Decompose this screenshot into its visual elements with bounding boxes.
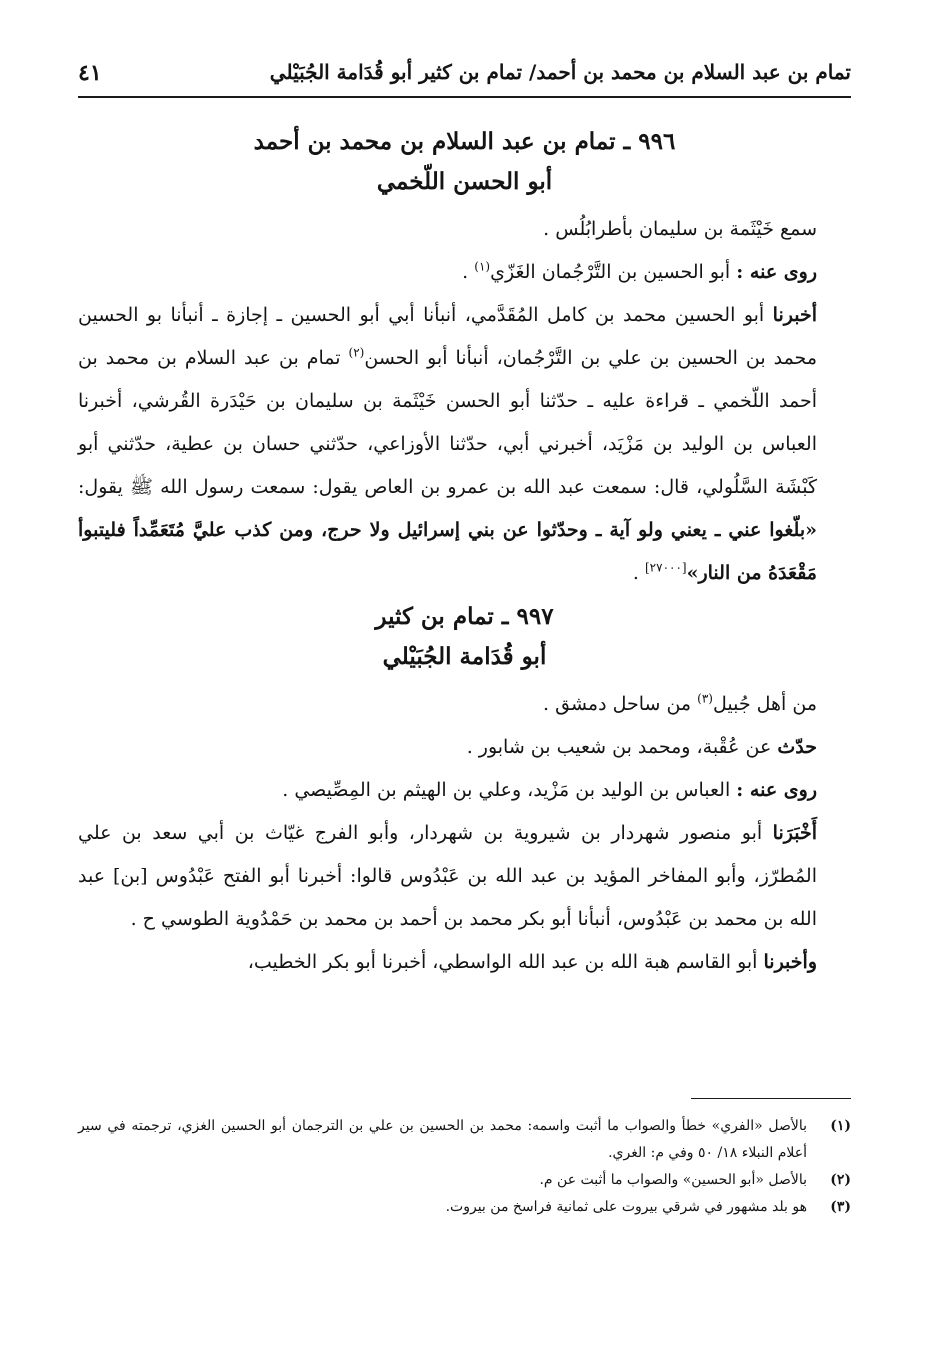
akhbarana-label: أَخْبَرَنا: [772, 822, 817, 844]
footnote-3: [78, 1194, 851, 1221]
footnote-number: (١): [830, 1118, 851, 1134]
footnote-number: (٢): [830, 1172, 851, 1188]
rawa-text: العباس بن الوليد بن مَزْيد، وعلي بن الهيثم بن المِصِّيصي .: [282, 779, 737, 801]
main-text: [78, 122, 851, 984]
entry-isnad-paragraph-2: [78, 941, 851, 984]
footnote-divider: [691, 1098, 851, 1099]
footnote-2: [78, 1167, 851, 1194]
entry-origin-line: [78, 683, 851, 726]
rawa-text: أبو الحسين بن التَّرْجُمان الغَزّي: [490, 261, 731, 283]
entry-997: [78, 597, 851, 984]
isnad-text-2: تمام بن عبد السلام بن محمد بن أحمد اللّخمي ـ قراءة عليه ـ حدّثنا أبو الحسن خَيْثَمة بن سليمان بن حَيْدَرة القُرشي، أخبرنا العباس بن الوليد بن مَزْيَد، أخبرني أبي، حدّثنا الأوزاعي، حدّثني حسان بن عطية، حدّثني أبو كَبْشَة السَّلُولي، قال: سمعت عبد الله بن عمرو بن العاص يقول: سمعت رسول الله ﷺ يقول:: [78, 347, 817, 498]
entry-heading: ٩٩٦ ـ تمام بن عبد السلام بن محمد بن أحمد: [253, 128, 676, 155]
rawa-label: روى عنه :: [736, 779, 817, 801]
rawa-label: روى عنه :: [736, 261, 817, 283]
wa-akhbarana-label: وأخبرنا: [763, 951, 817, 973]
running-header: [78, 56, 851, 98]
haddath-label: حدّث: [777, 736, 817, 758]
running-title: تمام بن عبد السلام بن محمد بن أحمد/ تمام بن كثير أبو قُدَامة الجُبَيْلي: [269, 60, 851, 84]
entry-rawa-line: [78, 251, 851, 294]
footnote-1: [78, 1113, 851, 1167]
akhbarana-label: أخبرنا: [772, 304, 817, 326]
entry-kunya: أبو الحسن اللّخمي: [376, 168, 553, 195]
footnote-text: هو بلد مشهور في شرقي بيروت على ثمانية فراسخ من بيروت.: [445, 1199, 807, 1215]
isnad-text-2: أبو القاسم هبة الله بن عبد الله الواسطي، أخبرنا أبو بكر الخطيب،: [247, 951, 764, 973]
footnote-number: (٣): [830, 1199, 851, 1215]
hadith-reference: [٢٧٠٠٠]: [644, 560, 687, 575]
footnote-text: بالأصل «أبو الحسين» والصواب ما أثبت عن م.: [539, 1172, 807, 1188]
footnote-ref-2: (٢): [348, 345, 365, 360]
page-number: ٤١: [78, 60, 102, 86]
entry-rawa-line: [78, 769, 851, 812]
entry-haddath-line: [78, 726, 851, 769]
footnote-text: بالأصل «الفري» خطأ والصواب ما أثبت واسمه: محمد بن الحسين بن علي بن الترجمان أبو الحسين الغزي، ترجمته في سير أعلام النبلاء ١٨/ ٥٠ وفي م: الغري.: [78, 1118, 807, 1161]
footnote-ref-1: (١): [474, 259, 491, 274]
isnad-end: .: [632, 562, 645, 584]
footnote-ref-3: (٣): [697, 691, 713, 706]
footnotes-section: [78, 1098, 851, 1221]
entry-heading: ٩٩٧ ـ تمام بن كثير: [375, 603, 554, 630]
haddath-text: عن عُقْبة، ومحمد بن شعيب بن شابور .: [466, 736, 778, 758]
origin-text-2: من ساحل دمشق .: [543, 693, 698, 715]
origin-text-1: من أهل جُبيل: [712, 693, 817, 715]
entry-isnad-paragraph: [78, 294, 851, 595]
rawa-end: .: [462, 261, 475, 283]
entry-kunya: أبو قُدَامة الجُبَيْلي: [382, 643, 547, 670]
hadith-text: «بلّغوا عني ـ يعني ولو آية ـ وحدّثوا عن بني إسرائيل ولا حرج، ومن كذب عليَّ مُتَعَمِّداً فليتبوأ مَقْعَدَهُ من النار»: [78, 519, 817, 584]
entry-996: [78, 122, 851, 595]
isnad-text-1: أبو الحسين محمد بن كامل المُقَدَّمي، أنبأنا أبي أبو الحسين ـ إجازة ـ أنبأنا بو الحسين محمد بن الحسين بن علي بن التَّرْجُمان، أنبأنا أبو الحسن: [78, 304, 817, 369]
entry-sami-line: سمع خَيْثَمة بن سليمان بأطرابُلُس .: [543, 218, 817, 240]
isnad-text: أبو منصور شهردار بن شيروية بن شهردار، وأبو الفرج غيّاث بن أبي سعد بن علي المُطرّز، وأبو المفاخر المؤيد بن عبد الله بن عَبْدُوس قالوا: أخبرنا أبو الفتح عَبْدُوس [بن] عبد الله بن محمد بن عَبْدُوس، أنبأنا أبو بكر محمد بن أحمد بن محمد بن حَمْدُوية الطوسي ح .: [78, 822, 817, 930]
entry-isnad-paragraph: [78, 812, 851, 941]
